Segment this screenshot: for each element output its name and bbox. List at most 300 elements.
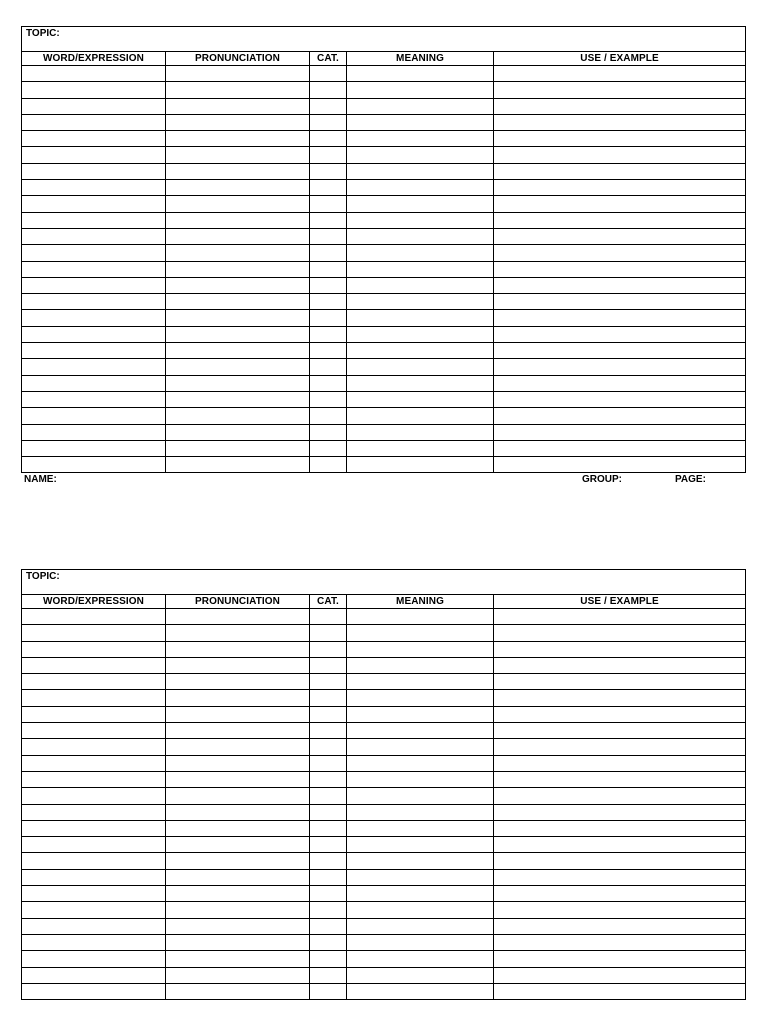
category-cell[interactable] — [310, 408, 347, 424]
word-cell[interactable] — [22, 967, 166, 983]
meaning-cell[interactable] — [347, 853, 494, 869]
table-row — [22, 326, 746, 342]
pronunciation-cell[interactable] — [166, 755, 310, 771]
word-cell[interactable] — [22, 706, 166, 722]
vocabulary-sheet-1 — [21, 26, 745, 487]
meaning-cell[interactable] — [347, 180, 494, 196]
example-cell[interactable] — [494, 869, 746, 885]
table-row — [22, 457, 746, 473]
example-cell[interactable] — [494, 804, 746, 820]
pronunciation-cell[interactable] — [166, 245, 310, 261]
meaning-cell[interactable] — [347, 983, 494, 999]
word-cell[interactable] — [22, 212, 166, 228]
meaning-cell[interactable] — [347, 706, 494, 722]
meaning-cell[interactable] — [347, 114, 494, 130]
meaning-cell[interactable] — [347, 934, 494, 950]
example-cell[interactable] — [494, 902, 746, 918]
pronunciation-cell[interactable] — [166, 82, 310, 98]
example-cell[interactable] — [494, 196, 746, 212]
word-cell[interactable] — [22, 408, 166, 424]
pronunciation-cell[interactable] — [166, 723, 310, 739]
example-cell[interactable] — [494, 755, 746, 771]
table-row — [22, 657, 746, 673]
meaning-cell[interactable] — [347, 739, 494, 755]
example-cell[interactable] — [494, 723, 746, 739]
table-row — [22, 723, 746, 739]
table-row — [22, 163, 746, 179]
word-cell[interactable] — [22, 228, 166, 244]
meaning-cell[interactable] — [347, 967, 494, 983]
word-cell[interactable] — [22, 918, 166, 934]
pronunciation-cell[interactable] — [166, 609, 310, 625]
category-cell[interactable] — [310, 804, 347, 820]
word-cell[interactable] — [22, 869, 166, 885]
vocabulary-sheet-2 — [21, 569, 745, 1000]
category-cell[interactable] — [310, 755, 347, 771]
table-row — [22, 294, 746, 310]
meaning-cell[interactable] — [347, 820, 494, 836]
word-cell[interactable] — [22, 788, 166, 804]
table-row — [22, 609, 746, 625]
pronunciation-cell[interactable] — [166, 131, 310, 147]
category-cell[interactable] — [310, 114, 347, 130]
meaning-cell[interactable] — [347, 723, 494, 739]
meaning-cell[interactable] — [347, 343, 494, 359]
meaning-cell[interactable] — [347, 424, 494, 440]
category-cell[interactable] — [310, 706, 347, 722]
pronunciation-cell[interactable] — [166, 375, 310, 391]
table-row — [22, 98, 746, 114]
word-cell[interactable] — [22, 657, 166, 673]
table-row — [22, 180, 746, 196]
meaning-cell[interactable] — [347, 837, 494, 853]
example-cell[interactable] — [494, 359, 746, 375]
table-row — [22, 196, 746, 212]
category-cell[interactable] — [310, 853, 347, 869]
example-cell[interactable] — [494, 657, 746, 673]
meaning-cell[interactable] — [347, 310, 494, 326]
meaning-cell[interactable] — [347, 609, 494, 625]
meaning-cell[interactable] — [347, 277, 494, 293]
example-cell[interactable] — [494, 886, 746, 902]
category-cell[interactable] — [310, 886, 347, 902]
example-cell[interactable] — [494, 739, 746, 755]
example-cell[interactable] — [494, 114, 746, 130]
word-cell[interactable] — [22, 196, 166, 212]
pronunciation-cell[interactable] — [166, 114, 310, 130]
word-cell[interactable] — [22, 440, 166, 456]
pronunciation-cell[interactable] — [166, 983, 310, 999]
category-cell[interactable] — [310, 457, 347, 473]
meaning-cell[interactable] — [347, 228, 494, 244]
example-cell[interactable] — [494, 983, 746, 999]
word-cell[interactable] — [22, 723, 166, 739]
word-cell[interactable] — [22, 98, 166, 114]
word-cell[interactable] — [22, 820, 166, 836]
table-row — [22, 131, 746, 147]
example-cell[interactable] — [494, 837, 746, 853]
meaning-cell[interactable] — [347, 869, 494, 885]
table-row — [22, 391, 746, 407]
example-cell[interactable] — [494, 294, 746, 310]
pronunciation-cell[interactable] — [166, 196, 310, 212]
example-cell[interactable] — [494, 326, 746, 342]
topic-label: TOPIC: — [26, 28, 60, 39]
pronunciation-cell[interactable] — [166, 951, 310, 967]
pronunciation-cell[interactable] — [166, 163, 310, 179]
example-cell[interactable] — [494, 66, 746, 82]
word-cell[interactable] — [22, 326, 166, 342]
meaning-cell[interactable] — [347, 212, 494, 228]
word-cell[interactable] — [22, 983, 166, 999]
pronunciation-cell[interactable] — [166, 837, 310, 853]
pronunciation-cell[interactable] — [166, 440, 310, 456]
category-cell[interactable] — [310, 375, 347, 391]
example-cell[interactable] — [494, 245, 746, 261]
pronunciation-cell[interactable] — [166, 739, 310, 755]
table-row — [22, 690, 746, 706]
group-label: GROUP: — [582, 474, 622, 486]
table-row — [22, 674, 746, 690]
sheet-footer — [21, 473, 745, 487]
table-row — [22, 902, 746, 918]
pronunciation-cell[interactable] — [166, 641, 310, 657]
column-header-word: WORD/EXPRESSION — [22, 52, 166, 66]
meaning-cell[interactable] — [347, 326, 494, 342]
table-row — [22, 625, 746, 641]
meaning-cell[interactable] — [347, 902, 494, 918]
category-cell[interactable] — [310, 391, 347, 407]
table-row — [22, 245, 746, 261]
pronunciation-cell[interactable] — [166, 326, 310, 342]
table-row — [22, 755, 746, 771]
example-cell[interactable] — [494, 277, 746, 293]
pronunciation-cell[interactable] — [166, 359, 310, 375]
category-cell[interactable] — [310, 837, 347, 853]
word-cell[interactable] — [22, 674, 166, 690]
topic-label: TOPIC: — [26, 571, 60, 582]
word-cell[interactable] — [22, 641, 166, 657]
category-cell[interactable] — [310, 147, 347, 163]
word-cell[interactable] — [22, 391, 166, 407]
column-header-meaning: MEANING — [347, 595, 494, 609]
meaning-cell[interactable] — [347, 755, 494, 771]
word-cell[interactable] — [22, 739, 166, 755]
word-cell[interactable] — [22, 690, 166, 706]
category-cell[interactable] — [310, 788, 347, 804]
meaning-cell[interactable] — [347, 788, 494, 804]
category-cell[interactable] — [310, 310, 347, 326]
word-cell[interactable] — [22, 625, 166, 641]
category-cell[interactable] — [310, 951, 347, 967]
column-header-meaning: MEANING — [347, 52, 494, 66]
example-cell[interactable] — [494, 934, 746, 950]
category-cell[interactable] — [310, 163, 347, 179]
word-cell[interactable] — [22, 902, 166, 918]
table-row — [22, 82, 746, 98]
pronunciation-cell[interactable] — [166, 457, 310, 473]
table-row — [22, 771, 746, 787]
word-cell[interactable] — [22, 886, 166, 902]
word-cell[interactable] — [22, 771, 166, 787]
topic-field[interactable] — [22, 27, 746, 52]
example-cell[interactable] — [494, 82, 746, 98]
table-row — [22, 820, 746, 836]
example-cell[interactable] — [494, 163, 746, 179]
example-cell[interactable] — [494, 424, 746, 440]
column-header-pronunciation: PRONUNCIATION — [166, 52, 310, 66]
category-cell[interactable] — [310, 245, 347, 261]
column-header-example: USE / EXAMPLE — [494, 52, 746, 66]
category-cell[interactable] — [310, 657, 347, 673]
table-row — [22, 228, 746, 244]
example-cell[interactable] — [494, 147, 746, 163]
table-row — [22, 918, 746, 934]
category-cell[interactable] — [310, 228, 347, 244]
category-cell[interactable] — [310, 277, 347, 293]
word-cell[interactable] — [22, 180, 166, 196]
pronunciation-cell[interactable] — [166, 918, 310, 934]
word-cell[interactable] — [22, 245, 166, 261]
category-cell[interactable] — [310, 196, 347, 212]
pronunciation-cell[interactable] — [166, 820, 310, 836]
meaning-cell[interactable] — [347, 163, 494, 179]
word-cell[interactable] — [22, 82, 166, 98]
category-cell[interactable] — [310, 66, 347, 82]
pronunciation-cell[interactable] — [166, 343, 310, 359]
word-cell[interactable] — [22, 951, 166, 967]
topic-field[interactable] — [22, 570, 746, 595]
pronunciation-cell[interactable] — [166, 277, 310, 293]
word-cell[interactable] — [22, 294, 166, 310]
meaning-cell[interactable] — [347, 440, 494, 456]
word-cell[interactable] — [22, 147, 166, 163]
word-cell[interactable] — [22, 277, 166, 293]
pronunciation-cell[interactable] — [166, 66, 310, 82]
word-cell[interactable] — [22, 375, 166, 391]
pronunciation-cell[interactable] — [166, 294, 310, 310]
meaning-cell[interactable] — [347, 261, 494, 277]
word-cell[interactable] — [22, 934, 166, 950]
word-cell[interactable] — [22, 359, 166, 375]
column-header-pronunciation: PRONUNCIATION — [166, 595, 310, 609]
table-row — [22, 440, 746, 456]
pronunciation-cell[interactable] — [166, 853, 310, 869]
word-cell[interactable] — [22, 131, 166, 147]
category-cell[interactable] — [310, 869, 347, 885]
example-cell[interactable] — [494, 228, 746, 244]
word-cell[interactable] — [22, 261, 166, 277]
meaning-cell[interactable] — [347, 804, 494, 820]
category-cell[interactable] — [310, 820, 347, 836]
pronunciation-cell[interactable] — [166, 934, 310, 950]
category-cell[interactable] — [310, 739, 347, 755]
meaning-cell[interactable] — [347, 690, 494, 706]
meaning-cell[interactable] — [347, 457, 494, 473]
word-cell[interactable] — [22, 853, 166, 869]
pronunciation-cell[interactable] — [166, 147, 310, 163]
meaning-cell[interactable] — [347, 294, 494, 310]
example-cell[interactable] — [494, 180, 746, 196]
meaning-cell[interactable] — [347, 886, 494, 902]
pronunciation-cell[interactable] — [166, 674, 310, 690]
meaning-cell[interactable] — [347, 951, 494, 967]
pronunciation-cell[interactable] — [166, 625, 310, 641]
example-cell[interactable] — [494, 641, 746, 657]
word-cell[interactable] — [22, 609, 166, 625]
example-cell[interactable] — [494, 609, 746, 625]
example-cell[interactable] — [494, 625, 746, 641]
category-cell[interactable] — [310, 294, 347, 310]
pronunciation-cell[interactable] — [166, 771, 310, 787]
pronunciation-cell[interactable] — [166, 98, 310, 114]
meaning-cell[interactable] — [347, 918, 494, 934]
table-row — [22, 359, 746, 375]
word-cell[interactable] — [22, 66, 166, 82]
category-cell[interactable] — [310, 424, 347, 440]
meaning-cell[interactable] — [347, 674, 494, 690]
meaning-cell[interactable] — [347, 359, 494, 375]
meaning-cell[interactable] — [347, 391, 494, 407]
column-header-row — [22, 52, 746, 66]
example-cell[interactable] — [494, 674, 746, 690]
word-cell[interactable] — [22, 114, 166, 130]
word-cell[interactable] — [22, 163, 166, 179]
example-cell[interactable] — [494, 951, 746, 967]
example-cell[interactable] — [494, 967, 746, 983]
example-cell[interactable] — [494, 706, 746, 722]
category-cell[interactable] — [310, 440, 347, 456]
category-cell[interactable] — [310, 902, 347, 918]
table-row — [22, 66, 746, 82]
meaning-cell[interactable] — [347, 98, 494, 114]
meaning-cell[interactable] — [347, 657, 494, 673]
example-cell[interactable] — [494, 131, 746, 147]
column-header-category: CAT. — [310, 595, 347, 609]
pronunciation-cell[interactable] — [166, 180, 310, 196]
category-cell[interactable] — [310, 625, 347, 641]
pronunciation-cell[interactable] — [166, 869, 310, 885]
example-cell[interactable] — [494, 343, 746, 359]
page-label: PAGE: — [675, 474, 706, 486]
meaning-cell[interactable] — [347, 245, 494, 261]
category-cell[interactable] — [310, 967, 347, 983]
example-cell[interactable] — [494, 261, 746, 277]
example-cell[interactable] — [494, 375, 746, 391]
meaning-cell[interactable] — [347, 625, 494, 641]
table-row — [22, 853, 746, 869]
meaning-cell[interactable] — [347, 196, 494, 212]
column-header-row — [22, 595, 746, 609]
category-cell[interactable] — [310, 326, 347, 342]
meaning-cell[interactable] — [347, 131, 494, 147]
word-cell[interactable] — [22, 457, 166, 473]
example-cell[interactable] — [494, 788, 746, 804]
table-row — [22, 641, 746, 657]
category-cell[interactable] — [310, 180, 347, 196]
pronunciation-cell[interactable] — [166, 391, 310, 407]
word-cell[interactable] — [22, 310, 166, 326]
pronunciation-cell[interactable] — [166, 424, 310, 440]
example-cell[interactable] — [494, 690, 746, 706]
table-row — [22, 706, 746, 722]
example-cell[interactable] — [494, 771, 746, 787]
pronunciation-cell[interactable] — [166, 310, 310, 326]
pronunciation-cell[interactable] — [166, 706, 310, 722]
meaning-cell[interactable] — [347, 771, 494, 787]
example-cell[interactable] — [494, 408, 746, 424]
category-cell[interactable] — [310, 131, 347, 147]
example-cell[interactable] — [494, 918, 746, 934]
category-cell[interactable] — [310, 98, 347, 114]
example-cell[interactable] — [494, 212, 746, 228]
category-cell[interactable] — [310, 934, 347, 950]
category-cell[interactable] — [310, 918, 347, 934]
example-cell[interactable] — [494, 310, 746, 326]
table-row — [22, 837, 746, 853]
example-cell[interactable] — [494, 391, 746, 407]
category-cell[interactable] — [310, 343, 347, 359]
pronunciation-cell[interactable] — [166, 690, 310, 706]
meaning-cell[interactable] — [347, 641, 494, 657]
pronunciation-cell[interactable] — [166, 408, 310, 424]
pronunciation-cell[interactable] — [166, 261, 310, 277]
pronunciation-cell[interactable] — [166, 788, 310, 804]
category-cell[interactable] — [310, 82, 347, 98]
meaning-cell[interactable] — [347, 147, 494, 163]
word-cell[interactable] — [22, 343, 166, 359]
example-cell[interactable] — [494, 457, 746, 473]
category-cell[interactable] — [310, 771, 347, 787]
pronunciation-cell[interactable] — [166, 902, 310, 918]
category-cell[interactable] — [310, 359, 347, 375]
table-row — [22, 886, 746, 902]
word-cell[interactable] — [22, 424, 166, 440]
category-cell[interactable] — [310, 261, 347, 277]
table-row — [22, 934, 746, 950]
pronunciation-cell[interactable] — [166, 657, 310, 673]
meaning-cell[interactable] — [347, 66, 494, 82]
example-cell[interactable] — [494, 440, 746, 456]
category-cell[interactable] — [310, 641, 347, 657]
column-header-word: WORD/EXPRESSION — [22, 595, 166, 609]
category-cell[interactable] — [310, 674, 347, 690]
category-cell[interactable] — [310, 983, 347, 999]
table-row — [22, 739, 746, 755]
table-row — [22, 869, 746, 885]
pronunciation-cell[interactable] — [166, 212, 310, 228]
pronunciation-cell[interactable] — [166, 228, 310, 244]
word-cell[interactable] — [22, 804, 166, 820]
category-cell[interactable] — [310, 609, 347, 625]
pronunciation-cell[interactable] — [166, 967, 310, 983]
example-cell[interactable] — [494, 853, 746, 869]
table-row — [22, 788, 746, 804]
category-cell[interactable] — [310, 212, 347, 228]
example-cell[interactable] — [494, 98, 746, 114]
word-cell[interactable] — [22, 837, 166, 853]
pronunciation-cell[interactable] — [166, 886, 310, 902]
table-row — [22, 424, 746, 440]
pronunciation-cell[interactable] — [166, 804, 310, 820]
word-cell[interactable] — [22, 755, 166, 771]
meaning-cell[interactable] — [347, 408, 494, 424]
category-cell[interactable] — [310, 723, 347, 739]
meaning-cell[interactable] — [347, 82, 494, 98]
category-cell[interactable] — [310, 690, 347, 706]
example-cell[interactable] — [494, 820, 746, 836]
meaning-cell[interactable] — [347, 375, 494, 391]
